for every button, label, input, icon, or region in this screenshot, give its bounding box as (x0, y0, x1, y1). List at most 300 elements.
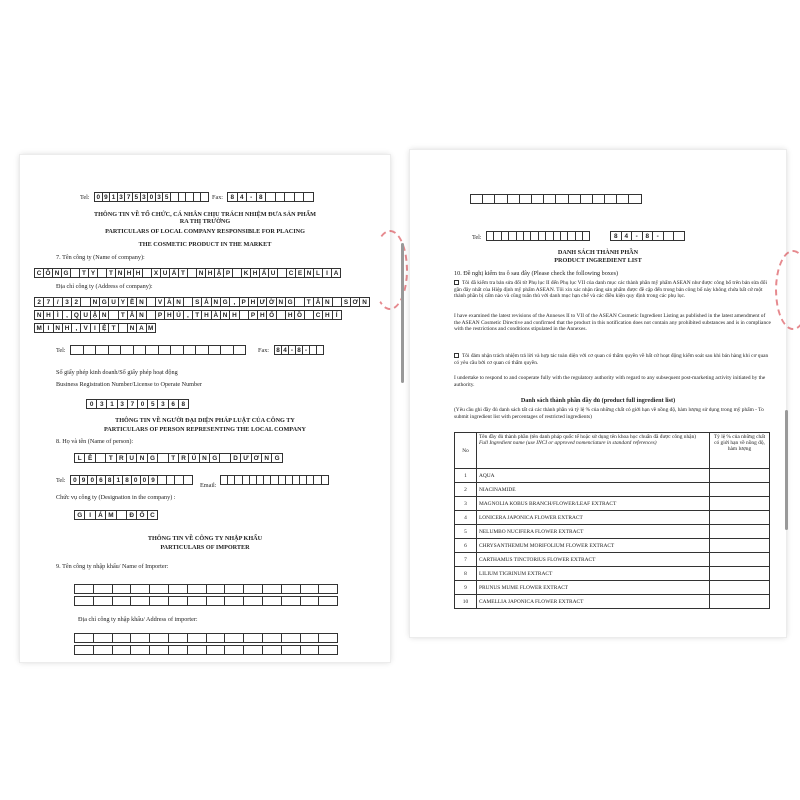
char-box[interactable] (220, 453, 230, 463)
char-box[interactable] (322, 475, 329, 485)
char-box[interactable]: T (193, 310, 202, 320)
char-box[interactable] (75, 645, 94, 655)
char-box[interactable] (171, 192, 179, 202)
char-box[interactable]: H (258, 310, 267, 320)
char-box[interactable]: 8 (275, 345, 282, 355)
char-box[interactable]: Ậ (91, 310, 100, 320)
char-box[interactable] (184, 345, 197, 355)
char-box[interactable]: Q (72, 310, 81, 320)
char-box[interactable]: H (44, 310, 53, 320)
char-box[interactable]: R (179, 453, 189, 463)
char-box[interactable]: I (91, 323, 100, 333)
char-box[interactable]: L (314, 268, 323, 278)
char-box[interactable]: 3 (156, 192, 164, 202)
char-box[interactable] (209, 345, 222, 355)
char-box[interactable]: N (100, 310, 109, 320)
char-box[interactable] (234, 345, 247, 355)
char-box[interactable]: N (137, 310, 146, 320)
char-box[interactable] (483, 194, 495, 204)
char-box[interactable]: 0 (87, 399, 97, 409)
char-box[interactable] (131, 633, 150, 643)
char-box[interactable]: E (296, 268, 305, 278)
char-box[interactable] (113, 584, 132, 594)
char-box[interactable]: 7 (44, 297, 53, 307)
char-box[interactable] (278, 268, 287, 278)
char-box[interactable] (207, 633, 226, 643)
char-box[interactable]: S (342, 297, 351, 307)
char-box[interactable]: 8 (296, 345, 303, 355)
char-box[interactable]: Í (333, 310, 342, 320)
char-box[interactable] (147, 310, 156, 320)
char-box[interactable]: Â (314, 297, 323, 307)
char-box[interactable]: Y (119, 297, 128, 307)
char-box[interactable] (207, 596, 226, 606)
char-box[interactable] (319, 584, 338, 594)
char-box[interactable]: , (72, 323, 81, 333)
char-box[interactable] (75, 584, 94, 594)
char-box[interactable]: 0 (88, 475, 97, 485)
char-box[interactable]: Â (128, 310, 137, 320)
char-box[interactable]: Ú (189, 453, 199, 463)
char-box[interactable]: H (249, 297, 258, 307)
char-box[interactable]: A (332, 268, 341, 278)
char-box[interactable]: H (125, 268, 134, 278)
char-box[interactable]: M (106, 510, 116, 520)
char-box[interactable] (293, 475, 300, 485)
char-box[interactable]: N (137, 297, 146, 307)
char-box[interactable] (244, 633, 263, 643)
char-box[interactable] (158, 453, 168, 463)
char-box[interactable] (295, 192, 305, 202)
char-box[interactable] (568, 231, 575, 241)
char-box[interactable] (159, 345, 172, 355)
char-box[interactable]: 7 (125, 192, 133, 202)
char-box[interactable]: 1 (110, 192, 118, 202)
char-box[interactable]: N (221, 310, 230, 320)
char-box[interactable]: G (62, 268, 71, 278)
char-box[interactable]: Ê (85, 453, 95, 463)
char-box[interactable]: 3 (63, 297, 72, 307)
char-box[interactable] (304, 192, 314, 202)
char-box[interactable]: H (165, 310, 174, 320)
char-box[interactable] (228, 475, 235, 485)
char-box[interactable] (319, 645, 338, 655)
char-box[interactable] (250, 475, 257, 485)
char-box[interactable] (244, 596, 263, 606)
char-box[interactable] (188, 645, 207, 655)
char-box[interactable]: 8 (106, 475, 115, 485)
char-box[interactable]: N (360, 297, 369, 307)
char-box[interactable] (134, 345, 147, 355)
char-box[interactable]: T (169, 453, 179, 463)
char-box[interactable]: 5 (148, 399, 158, 409)
char-box[interactable]: N (116, 268, 125, 278)
char-box[interactable]: U (81, 310, 90, 320)
char-box[interactable]: , (63, 310, 72, 320)
char-box[interactable] (277, 310, 286, 320)
char-box[interactable] (263, 584, 282, 594)
char-box[interactable] (98, 268, 107, 278)
char-box[interactable] (286, 475, 293, 485)
char-box[interactable]: A (137, 323, 146, 333)
char-box[interactable]: T (106, 453, 116, 463)
char-box[interactable] (94, 633, 113, 643)
char-box[interactable]: Ẩ (260, 268, 269, 278)
char-box[interactable]: Ă (165, 297, 174, 307)
char-box[interactable]: 5 (163, 192, 171, 202)
char-box[interactable] (314, 475, 321, 485)
char-box[interactable] (225, 633, 244, 643)
char-box[interactable]: Ờ (267, 297, 276, 307)
char-box[interactable] (310, 345, 317, 355)
char-box[interactable] (71, 268, 80, 278)
char-box[interactable]: 8 (228, 192, 238, 202)
char-box[interactable]: 0 (71, 475, 80, 485)
char-box[interactable] (186, 192, 194, 202)
char-box[interactable]: N (128, 323, 137, 333)
char-box[interactable]: N (305, 268, 314, 278)
char-box[interactable]: 2 (72, 297, 81, 307)
char-box[interactable]: P (240, 297, 249, 307)
char-box[interactable] (84, 345, 97, 355)
char-box[interactable]: - (632, 231, 643, 241)
char-box[interactable]: N (137, 453, 147, 463)
char-box[interactable] (263, 645, 282, 655)
char-box[interactable]: Ệ (100, 323, 109, 333)
char-box[interactable]: 6 (169, 399, 179, 409)
right-scrollbar[interactable] (785, 410, 788, 530)
char-box[interactable]: T (305, 297, 314, 307)
char-box[interactable]: V (156, 297, 165, 307)
char-box[interactable]: 8 (123, 475, 132, 485)
char-box[interactable]: R (117, 453, 127, 463)
char-box[interactable]: - (289, 345, 296, 355)
checkbox-annex[interactable] (454, 280, 459, 285)
char-box[interactable] (75, 633, 94, 643)
char-box[interactable]: , (184, 310, 193, 320)
char-box[interactable] (169, 596, 188, 606)
char-box[interactable]: P (156, 310, 165, 320)
char-box[interactable]: 4 (238, 192, 248, 202)
char-box[interactable]: T (179, 268, 188, 278)
char-box[interactable] (301, 645, 320, 655)
char-box[interactable] (301, 584, 320, 594)
char-box[interactable] (188, 268, 197, 278)
char-box[interactable]: G (272, 453, 282, 463)
char-box[interactable] (131, 596, 150, 606)
char-box[interactable]: N (91, 297, 100, 307)
char-box[interactable]: N (323, 297, 332, 307)
char-box[interactable] (307, 475, 314, 485)
char-box[interactable] (276, 192, 286, 202)
char-box[interactable] (264, 475, 271, 485)
char-box[interactable] (171, 345, 184, 355)
char-box[interactable]: Y (89, 268, 98, 278)
char-box[interactable]: Ậ (215, 268, 224, 278)
char-box[interactable]: D (231, 453, 241, 463)
char-box[interactable]: T (109, 323, 118, 333)
char-box[interactable] (221, 345, 234, 355)
char-box[interactable] (235, 475, 242, 485)
char-box[interactable]: Ư (258, 297, 267, 307)
char-box[interactable]: N (212, 297, 221, 307)
char-box[interactable]: 9 (149, 475, 158, 485)
char-box[interactable]: N (197, 268, 206, 278)
char-box[interactable] (546, 231, 553, 241)
char-box[interactable]: T (107, 268, 116, 278)
char-box[interactable]: 1 (114, 475, 123, 485)
char-box[interactable] (295, 297, 304, 307)
char-box[interactable]: 3 (118, 192, 126, 202)
char-box[interactable] (583, 231, 590, 241)
char-box[interactable]: , (230, 297, 239, 307)
char-box[interactable] (257, 475, 264, 485)
char-box[interactable]: Á (96, 510, 106, 520)
char-box[interactable]: Ú (174, 310, 183, 320)
char-box[interactable] (94, 645, 113, 655)
char-box[interactable] (158, 475, 167, 485)
char-box[interactable]: Ố (137, 510, 147, 520)
char-box[interactable]: Ô (44, 268, 53, 278)
char-box[interactable] (674, 231, 685, 241)
char-box[interactable] (520, 194, 532, 204)
char-box[interactable] (113, 596, 132, 606)
char-box[interactable] (263, 596, 282, 606)
char-box[interactable]: M (147, 323, 156, 333)
checkbox-cooperate[interactable] (454, 353, 459, 358)
char-box[interactable]: 3 (141, 192, 149, 202)
char-box[interactable]: C (287, 268, 296, 278)
char-box[interactable]: 2 (35, 297, 44, 307)
char-box[interactable]: 1 (107, 399, 117, 409)
char-box[interactable]: N (53, 268, 62, 278)
char-box[interactable]: 5 (133, 192, 141, 202)
char-box[interactable]: 8 (643, 231, 654, 241)
char-box[interactable]: U (109, 297, 118, 307)
char-box[interactable] (300, 475, 307, 485)
char-box[interactable]: - (653, 231, 664, 241)
char-box[interactable]: U (269, 268, 278, 278)
char-box[interactable] (508, 194, 520, 204)
char-box[interactable] (225, 584, 244, 594)
char-box[interactable]: 8 (179, 399, 189, 409)
char-box[interactable]: 0 (132, 475, 141, 485)
char-box[interactable] (605, 194, 617, 204)
char-box[interactable]: N (200, 453, 210, 463)
char-box[interactable]: - (303, 345, 310, 355)
char-box[interactable]: H (206, 268, 215, 278)
char-box[interactable]: Ễ (128, 297, 137, 307)
char-box[interactable]: G (100, 297, 109, 307)
char-box[interactable]: H (230, 310, 239, 320)
char-box[interactable] (96, 453, 106, 463)
char-box[interactable] (539, 231, 546, 241)
char-box[interactable]: N (262, 453, 272, 463)
char-box[interactable] (225, 645, 244, 655)
char-box[interactable]: 8 (611, 231, 622, 241)
char-box[interactable]: / (54, 297, 63, 307)
char-box[interactable] (113, 633, 132, 643)
char-box[interactable]: T (119, 310, 128, 320)
char-box[interactable]: X (152, 268, 161, 278)
char-box[interactable] (502, 231, 509, 241)
char-box[interactable] (509, 231, 516, 241)
char-box[interactable] (94, 584, 113, 594)
char-box[interactable]: 0 (141, 475, 150, 485)
char-box[interactable] (471, 194, 483, 204)
char-box[interactable] (243, 475, 250, 485)
char-box[interactable] (561, 231, 568, 241)
char-box[interactable]: 0 (138, 399, 148, 409)
char-box[interactable] (317, 345, 324, 355)
char-box[interactable] (207, 645, 226, 655)
char-box[interactable] (184, 475, 193, 485)
left-scrollbar[interactable] (401, 243, 404, 383)
char-box[interactable] (131, 645, 150, 655)
char-box[interactable]: 4 (622, 231, 633, 241)
char-box[interactable] (593, 194, 605, 204)
char-box[interactable]: C (148, 510, 158, 520)
char-box[interactable] (169, 645, 188, 655)
char-box[interactable] (96, 345, 109, 355)
char-box[interactable]: I (85, 510, 95, 520)
char-box[interactable] (581, 194, 593, 204)
char-box[interactable] (263, 633, 282, 643)
char-box[interactable] (524, 231, 531, 241)
char-box[interactable]: L (75, 453, 85, 463)
char-box[interactable] (556, 194, 568, 204)
char-box[interactable] (305, 310, 314, 320)
char-box[interactable]: G (221, 297, 230, 307)
char-box[interactable] (244, 645, 263, 655)
char-box[interactable] (531, 231, 538, 241)
char-box[interactable] (150, 584, 169, 594)
char-box[interactable] (207, 584, 226, 594)
char-box[interactable] (169, 633, 188, 643)
char-box[interactable]: 6 (97, 475, 106, 485)
char-box[interactable] (576, 231, 583, 241)
char-box[interactable]: U (161, 268, 170, 278)
char-box[interactable] (282, 584, 301, 594)
char-box[interactable]: G (75, 510, 85, 520)
char-box[interactable] (617, 194, 629, 204)
char-box[interactable]: G (210, 453, 220, 463)
char-box[interactable]: Ì (54, 310, 63, 320)
char-box[interactable] (131, 584, 150, 594)
char-box[interactable]: 3 (158, 399, 168, 409)
char-box[interactable]: H (323, 310, 332, 320)
char-box[interactable] (494, 231, 501, 241)
char-box[interactable] (487, 231, 494, 241)
char-box[interactable]: N (35, 310, 44, 320)
char-box[interactable]: I (44, 323, 53, 333)
char-box[interactable] (233, 268, 242, 278)
char-box[interactable] (225, 596, 244, 606)
char-box[interactable]: T (80, 268, 89, 278)
char-box[interactable]: N (277, 297, 286, 307)
char-box[interactable] (301, 633, 320, 643)
char-box[interactable]: G (286, 297, 295, 307)
char-box[interactable] (271, 475, 278, 485)
char-box[interactable]: Ơ (252, 453, 262, 463)
char-box[interactable]: 3 (97, 399, 107, 409)
char-box[interactable]: 9 (80, 475, 89, 485)
char-box[interactable] (282, 596, 301, 606)
char-box[interactable] (554, 231, 561, 241)
char-box[interactable]: H (63, 323, 72, 333)
char-box[interactable]: G (148, 453, 158, 463)
char-box[interactable] (194, 192, 202, 202)
char-box[interactable] (333, 297, 342, 307)
char-box[interactable]: I (323, 268, 332, 278)
char-box[interactable]: M (35, 323, 44, 333)
char-box[interactable] (71, 345, 84, 355)
char-box[interactable] (517, 231, 524, 241)
char-box[interactable]: N (54, 323, 63, 333)
char-box[interactable] (184, 297, 193, 307)
char-box[interactable] (75, 596, 94, 606)
char-box[interactable] (81, 297, 90, 307)
char-box[interactable] (301, 596, 320, 606)
char-box[interactable]: H (134, 268, 143, 278)
char-box[interactable] (282, 645, 301, 655)
char-box[interactable]: À (212, 310, 221, 320)
char-box[interactable]: Ố (267, 310, 276, 320)
char-box[interactable]: Đ (127, 510, 137, 520)
char-box[interactable]: S (193, 297, 202, 307)
char-box[interactable] (147, 297, 156, 307)
char-box[interactable]: U (127, 453, 137, 463)
char-box[interactable] (629, 194, 641, 204)
char-box[interactable]: H (251, 268, 260, 278)
char-box[interactable]: H (286, 310, 295, 320)
char-box[interactable] (117, 510, 127, 520)
char-box[interactable] (495, 194, 507, 204)
char-box[interactable]: H (202, 310, 211, 320)
char-box[interactable]: 0 (95, 192, 103, 202)
char-box[interactable]: Ơ (351, 297, 360, 307)
char-box[interactable]: Ư (241, 453, 251, 463)
char-box[interactable] (146, 345, 159, 355)
char-box[interactable] (113, 645, 132, 655)
char-box[interactable] (279, 475, 286, 485)
char-box[interactable] (244, 584, 263, 594)
char-box[interactable] (188, 584, 207, 594)
char-box[interactable] (109, 345, 122, 355)
char-box[interactable] (169, 584, 188, 594)
char-box[interactable] (175, 475, 184, 485)
char-box[interactable]: P (249, 310, 258, 320)
char-box[interactable]: 9 (103, 192, 111, 202)
char-box[interactable] (664, 231, 675, 241)
char-box[interactable]: K (242, 268, 251, 278)
char-box[interactable] (167, 475, 176, 485)
char-box[interactable]: Ồ (295, 310, 304, 320)
char-box[interactable] (201, 192, 209, 202)
char-box[interactable] (221, 475, 228, 485)
char-box[interactable]: P (224, 268, 233, 278)
char-box[interactable]: 8 (257, 192, 267, 202)
char-box[interactable] (94, 596, 113, 606)
char-box[interactable] (285, 192, 295, 202)
char-box[interactable]: N (174, 297, 183, 307)
char-box[interactable] (109, 310, 118, 320)
char-box[interactable] (188, 633, 207, 643)
char-box[interactable]: Ấ (170, 268, 179, 278)
char-box[interactable] (188, 596, 207, 606)
char-box[interactable] (150, 645, 169, 655)
char-box[interactable] (282, 633, 301, 643)
